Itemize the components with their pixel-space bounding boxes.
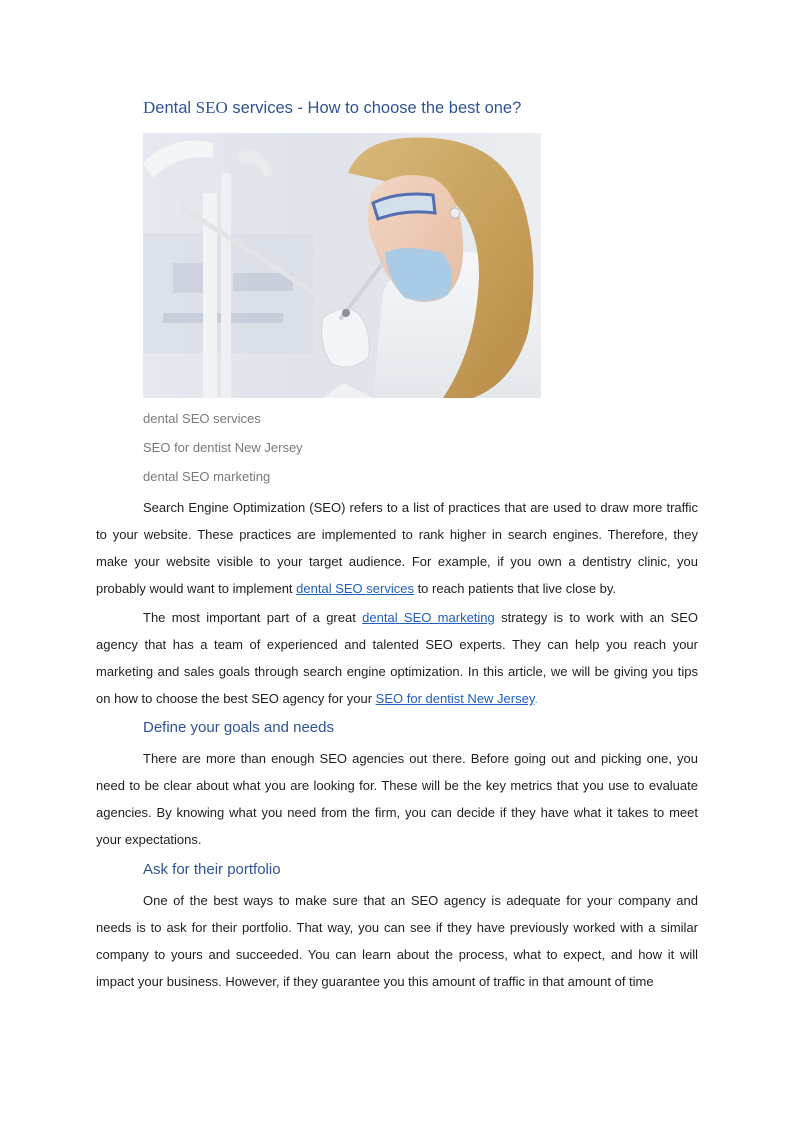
heading-define-goals: Define your goals and needs — [143, 719, 334, 736]
dentist-photo — [143, 133, 541, 398]
paragraph-goals — [96, 745, 698, 853]
paragraph-agency — [96, 604, 698, 712]
title-word-dental: ental — [155, 99, 192, 117]
link-dental-seo-marketing[interactable]: dental SEO marketing — [362, 610, 495, 625]
title-rest: services - How to choose the best one? — [232, 99, 522, 117]
heading-ask-portfolio: Ask for their portfolio — [143, 861, 281, 878]
page-title — [143, 98, 521, 118]
paragraph-portfolio-text: One of the best ways to make sure that an SEO agency is adequate for your company and needs is to ask for their portfolio. That way, you can see if they have previously worked with a similar company to yours and succeeded. You can learn about the process, what to expect, and how it will impact your business. However, if they guarantee you this amount of traffic in that amount of time — [96, 893, 698, 989]
link-seo-for-dentist-new-jersey[interactable]: SEO for dentist New Jersey — [375, 691, 535, 706]
paragraph-portfolio — [96, 887, 698, 995]
title-first-letter: D — [143, 98, 156, 117]
keyword-dental-seo-marketing: dental SEO marketing — [143, 469, 271, 484]
paragraph-agency-text-2: strategy is to work with an SEO agency that has a team of experienced and talented SEO experts. They can help you reach your marketing and sales goals through search engine optimization. In this article, we will be giving you tips on how to choose the best SEO agency for your — [96, 610, 698, 706]
link-dental-seo-services[interactable]: dental SEO services — [296, 581, 414, 596]
paragraph-intro — [96, 494, 698, 602]
paragraph-agency-text-3: . — [534, 691, 539, 706]
paragraph-agency-text-1: The most important part of a great — [143, 610, 363, 625]
paragraph-intro-text-1: Search Engine Optimization (SEO) refers to a list of practices that are used to draw more traffic to your website. These practices are implemented to rank higher in search engines. Therefore, they make your website visible to your target audience. For example, if you own a dentistry clinic, you probably would want to implement — [96, 500, 698, 596]
keyword-dental-seo-services: dental SEO services — [143, 411, 261, 426]
keyword-seo-for-dentist-new-jersey: SEO for dentist New Jersey — [143, 440, 303, 455]
paragraph-intro-text-2: to reach patients that live close by. — [413, 581, 617, 596]
title-word-seo: SEO — [195, 98, 228, 117]
paragraph-goals-text: There are more than enough SEO agencies out there. Before going out and picking one, you need to be clear about what you are looking for. These will be the key metrics that you use to evaluate agencies. By knowing what you need from the firm, you can decide if they have what it takes to meet your expectations. — [96, 751, 698, 847]
